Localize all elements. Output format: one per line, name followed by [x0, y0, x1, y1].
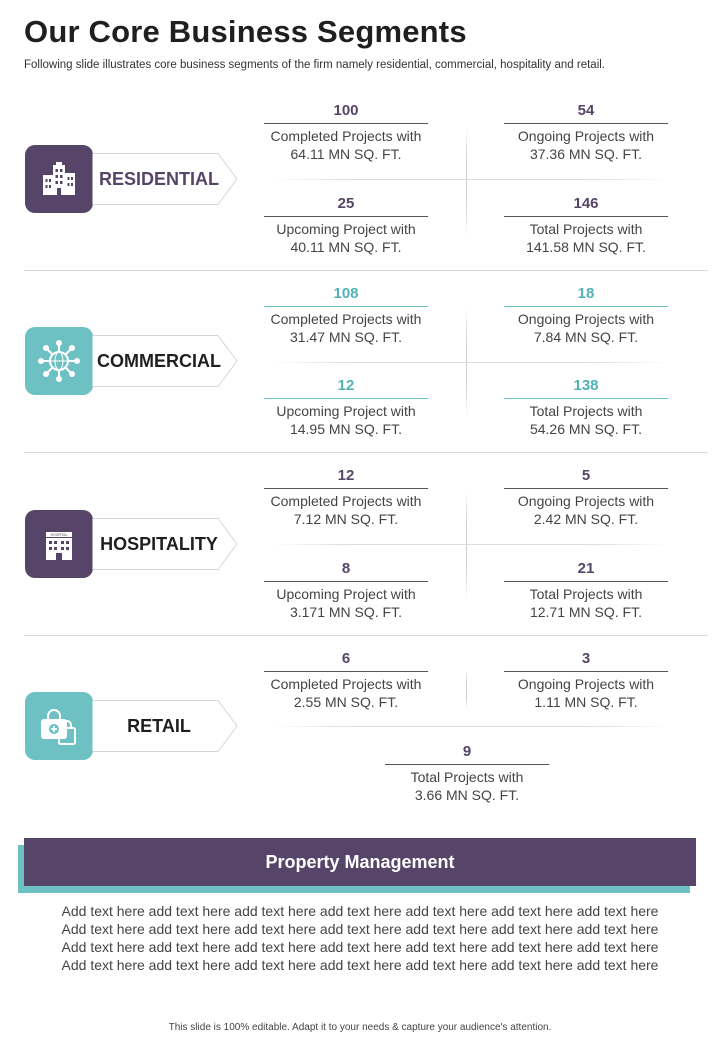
stat-label: Total Projects with	[410, 769, 524, 785]
stat-value: 138	[504, 375, 668, 399]
stat-value: 21	[504, 558, 668, 582]
hospital-sign-text: HOSPITAL	[50, 533, 68, 537]
stat-area: 7.12 MN SQ. FT.	[293, 511, 399, 527]
body-line: Add text here add text here add text here add text here add text here add text here add text here	[61, 957, 659, 973]
stat-value: 3	[504, 648, 668, 672]
property-management-heading: Property Management	[24, 838, 696, 886]
stat-area: 2.42 MN SQ. FT.	[533, 511, 639, 527]
stat-label: Total Projects with	[529, 403, 643, 419]
stat-label: Completed Projects with	[270, 676, 422, 692]
hospital-icon	[39, 524, 79, 564]
body-line: Add text here add text here add text here add text here add text here add text here add text here	[61, 921, 659, 937]
stat-grid-horizontal-divider	[270, 362, 670, 363]
stat-area: 37.36 MN SQ. FT.	[529, 146, 643, 162]
stat-total	[504, 558, 668, 621]
body-line: Add text here add text here add text here add text here add text here add text here add text here	[61, 903, 659, 919]
retail-icon-box	[25, 692, 93, 760]
stat-label: Ongoing Projects with	[517, 311, 655, 327]
stat-label: Ongoing Projects with	[517, 128, 655, 144]
stat-value: 100	[264, 100, 428, 124]
stat-upcoming	[264, 375, 428, 438]
stat-upcoming	[264, 558, 428, 621]
segment-divider	[24, 452, 708, 453]
stat-value: 12	[264, 465, 428, 489]
stat-grid-vertical-divider	[466, 490, 467, 600]
buildings-icon	[39, 159, 79, 199]
stat-label: Completed Projects with	[270, 128, 422, 144]
stat-completed	[264, 100, 428, 163]
segment-name: RESIDENTIAL	[98, 168, 219, 189]
stat-ongoing	[504, 100, 668, 163]
stat-completed	[264, 283, 428, 346]
stat-completed	[264, 648, 428, 711]
stat-area: 64.11 MN SQ. FT.	[290, 146, 402, 162]
stat-value: 25	[264, 193, 428, 217]
residential-icon-box	[25, 145, 93, 213]
stat-area: 12.71 MN SQ. FT.	[529, 604, 643, 620]
stat-value: 54	[504, 100, 668, 124]
stat-completed	[264, 465, 428, 528]
commercial-icon-box	[25, 327, 93, 395]
stat-label: Ongoing Projects with	[517, 493, 655, 509]
stat-grid-horizontal-divider	[270, 544, 670, 545]
stat-area: 54.26 MN SQ. FT.	[529, 421, 643, 437]
footer-note: This slide is 100% editable. Adapt it to your needs & capture your audience's attention.	[168, 1022, 552, 1033]
stat-value: 9	[385, 741, 549, 765]
stat-value: 146	[504, 193, 668, 217]
hospitality-icon-box	[25, 510, 93, 578]
stat-ongoing	[504, 648, 668, 711]
network-globe-icon	[37, 339, 81, 383]
commercial-label-tag	[92, 335, 238, 387]
segment-divider	[24, 270, 708, 271]
stat-label: Upcoming Project with	[276, 403, 416, 419]
stat-total	[504, 375, 668, 438]
stat-area: 7.84 MN SQ. FT.	[533, 329, 639, 345]
stat-label: Upcoming Project with	[276, 586, 416, 602]
stat-area: 14.95 MN SQ. FT.	[289, 421, 403, 437]
stat-label: Completed Projects with	[270, 311, 422, 327]
stat-label: Ongoing Projects with	[517, 676, 655, 692]
stat-grid-horizontal-divider	[270, 179, 670, 180]
stat-label: Total Projects with	[529, 586, 643, 602]
stat-value: 18	[504, 283, 668, 307]
stat-area: 141.58 MN SQ. FT.	[526, 239, 646, 255]
stat-area: 1.11 MN SQ. FT.	[534, 694, 638, 710]
stat-value: 8	[264, 558, 428, 582]
stat-area: 40.11 MN SQ. FT.	[290, 239, 402, 255]
segment-name: HOSPITALITY	[100, 533, 218, 554]
stat-grid-vertical-divider	[466, 126, 467, 236]
retail-label-tag	[92, 700, 238, 752]
stat-area: 3.66 MN SQ. FT.	[414, 787, 520, 803]
stat-ongoing	[504, 283, 668, 346]
stat-label: Upcoming Project with	[276, 221, 416, 237]
stat-value: 6	[264, 648, 428, 672]
stat-grid-horizontal-divider	[270, 726, 670, 727]
stat-grid-vertical-divider	[466, 670, 467, 710]
stat-area: 2.55 MN SQ. FT.	[293, 694, 399, 710]
stat-value: 12	[264, 375, 428, 399]
segment-name: COMMERCIAL	[97, 350, 221, 371]
stat-label: Total Projects with	[529, 221, 643, 237]
segment-name: RETAIL	[127, 715, 191, 736]
hospitality-label-tag	[92, 518, 238, 570]
body-line: Add text here add text here add text here add text here add text here add text here add text here	[61, 939, 659, 955]
page-title: Our Core Business Segments	[24, 14, 467, 49]
stat-total	[385, 741, 549, 804]
stat-total	[504, 193, 668, 256]
residential-label-tag	[92, 153, 238, 205]
stat-ongoing	[504, 465, 668, 528]
segment-divider	[24, 635, 708, 636]
shopping-bags-icon	[37, 704, 81, 748]
stat-label: Completed Projects with	[270, 493, 422, 509]
stat-area: 3.171 MN SQ. FT.	[289, 604, 403, 620]
stat-area: 31.47 MN SQ. FT.	[289, 329, 403, 345]
stat-grid-vertical-divider	[466, 308, 467, 418]
page-subtitle: Following slide illustrates core business segments of the firm namely residential, commercial, hospitality and retail.	[24, 59, 605, 71]
stat-value: 108	[264, 283, 428, 307]
stat-upcoming	[264, 193, 428, 256]
stat-value: 5	[504, 465, 668, 489]
property-management-body	[40, 902, 680, 974]
